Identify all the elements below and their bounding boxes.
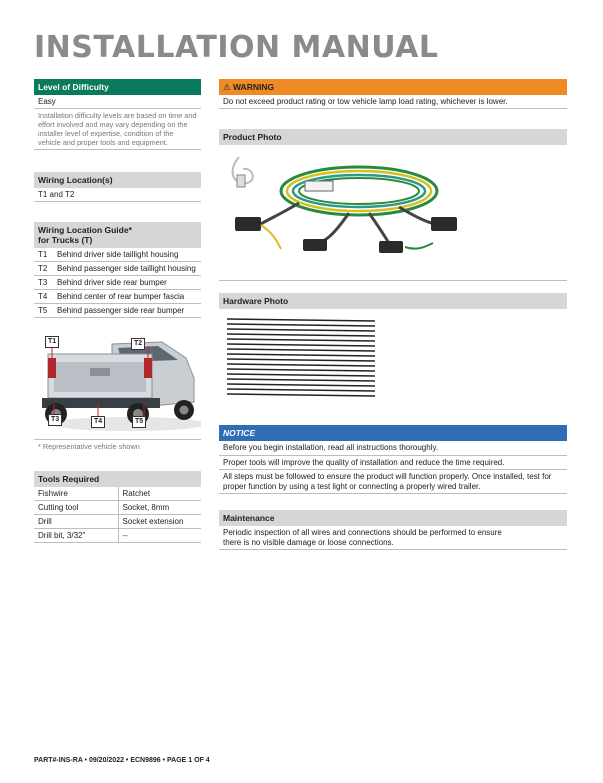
truck-tag-t5: T5 [132,416,146,428]
notice-section [219,425,567,494]
maintenance-section [219,510,567,550]
wiring-location-header: Wiring Location(s) [34,172,201,188]
maintenance-header: Maintenance [219,510,567,526]
truck-image [34,332,201,437]
tools-row [34,487,201,501]
maintenance-text: Periodic inspection of all wires and connections should be performed to ensure there is no visible damage or loose connections. [219,526,567,550]
warning-triangle-icon: ⚠ [223,82,231,92]
wiring-guide-code: T4 [38,292,48,301]
left-column [34,79,201,543]
wiring-guide-header [34,222,201,248]
difficulty-level: Easy [34,95,201,109]
tools-cell: Fishwire [38,489,68,498]
wiring-location-section [34,172,201,202]
tools-row [34,515,201,529]
wiring-guide-row [34,248,201,262]
wiring-guide-text: Behind passenger side rear bumper [57,306,185,315]
warning-text: Do not exceed product rating or tow vehicle lamp load rating, whichever is lower. [219,95,567,109]
tools-cell: Drill bit, 3/32" [38,531,86,540]
wiring-guide-text: Behind center of rear bumper fascia [57,292,185,301]
notice-item: Before you begin installation, read all instructions thoroughly. [219,441,567,456]
tools-cell: Drill [38,517,52,526]
wiring-location-value: T1 and T2 [34,188,201,202]
hardware-photo-header: Hardware Photo [219,293,567,309]
tools-cell: Socket extension [118,515,202,528]
warning-section [219,79,567,109]
wiring-guide-row [34,276,201,290]
page-footer: PART#-INS-RA • 09/20/2022 • ECN9896 • PAGE 1 OF 4 [34,757,210,764]
difficulty-section [34,79,201,150]
truck-tag-t3: T3 [48,414,62,426]
vehicle-note: * Representative vehicle shown [34,439,201,453]
wiring-guide-header-line2: for Trucks (T) [38,235,93,245]
cable-ties-icon [219,309,567,413]
hardware-photo-section [219,293,567,413]
wiring-guide-row [34,290,201,304]
tools-row [34,501,201,515]
wiring-harness-icon [219,145,567,279]
notice-list [219,441,567,494]
notice-header: NOTICE [219,425,567,441]
page-title: INSTALLATION MANUAL [34,30,439,65]
tools-cell: Ratchet [118,487,202,500]
truck-tag-t2: T2 [131,338,145,350]
warning-header [219,79,567,95]
tools-section [34,471,201,543]
difficulty-header: Level of Difficulty [34,79,201,95]
tools-table [34,487,201,543]
tools-row [34,529,201,543]
wiring-guide-row [34,304,201,318]
product-photo-header: Product Photo [219,129,567,145]
tools-header: Tools Required [34,471,201,487]
tools-cell: Cutting tool [38,503,79,512]
product-photo [219,145,567,281]
wiring-guide-section [34,222,201,318]
wiring-guide-text: Behind driver side taillight housing [57,250,179,259]
wiring-guide-code: T2 [38,264,48,273]
wiring-guide-code: T1 [38,250,48,259]
product-photo-section [219,129,567,281]
notice-item: All steps must be followed to ensure the product will function properly. Once installed, test for proper function by using a test light or connecting a properly wired trailer. [219,470,567,494]
notice-item: Proper tools will improve the quality of installation and reduce the time required. [219,456,567,471]
truck-tag-t1: T1 [45,336,59,348]
wiring-guide-row [34,262,201,276]
wiring-guide-header-line1: Wiring Location Guide* [38,225,132,235]
wiring-guide-code: T3 [38,278,48,287]
warning-header-label: WARNING [233,82,275,92]
truck-tag-t4: T4 [91,416,105,428]
right-column [219,79,567,550]
hardware-photo [219,309,567,413]
tools-cell: Socket, 8mm [118,501,202,514]
tools-cell: -- [118,529,202,542]
wiring-guide-code: T5 [38,306,48,315]
wiring-guide-text: Behind passenger side taillight housing [57,264,196,273]
wiring-guide-list [34,248,201,318]
difficulty-description: Installation difficulty levels are based on time and effort involved and may vary depending on the installer level of expertise, condition of the vehicle and proper tools and equipment. [34,109,201,150]
wiring-guide-text: Behind driver side rear bumper [57,278,167,287]
